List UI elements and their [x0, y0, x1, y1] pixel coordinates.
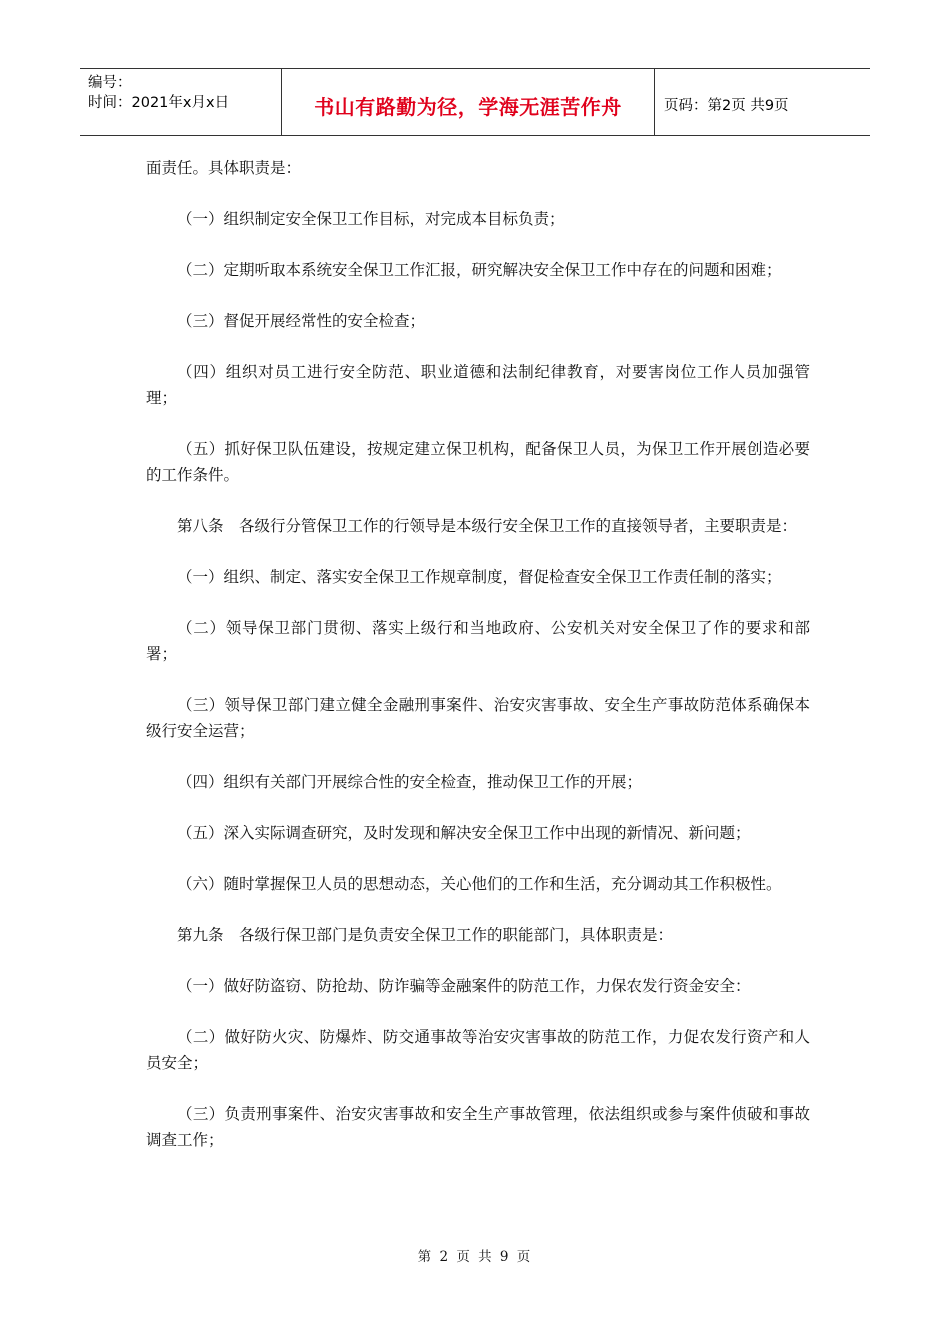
- paragraph: （五）抓好保卫队伍建设，按规定建立保卫机构，配备保卫人员，为保卫工作开展创造必要的工作条件。: [146, 440, 810, 484]
- paragraph: （三）负责刑事案件、治安灾害事故和安全生产事故管理，依法组织或参与案件侦破和事故调查工作；: [146, 1105, 810, 1149]
- number-label: 编号：: [88, 75, 132, 91]
- header-page-code: 页码：第2页 共9页: [664, 98, 789, 114]
- paragraph: （四）组织对员工进行安全防范、职业道德和法制纪律教育，对要害岗位工作人员加强管理；: [146, 363, 810, 407]
- paragraph: （一）组织制定安全保卫工作目标，对完成本目标负责；: [177, 210, 565, 228]
- time-label: 时间：2021年x月x日: [88, 95, 230, 111]
- paragraph: （五）深入实际调查研究，及时发现和解决安全保卫工作中出现的新情况、新问题；: [177, 824, 751, 842]
- paragraph: （一）做好防盗窃、防抢劫、防诈骗等金融案件的防范工作，力保农发行资金安全：: [177, 977, 751, 995]
- header-motto: 书山有路勤为径，学海无涯苦作舟: [314, 95, 622, 119]
- paragraph: 面责任。具体职责是：: [146, 159, 302, 177]
- paragraph: （二）领导保卫部门贯彻、落实上级行和当地政府、公安机关对安全保卫了作的要求和部署；: [146, 619, 810, 663]
- header-divider: [654, 69, 655, 135]
- page-footer: 第 2 页 共 9 页: [417, 1249, 533, 1265]
- paragraph: （一）组织、制定、落实安全保卫工作规章制度，督促检查安全保卫工作责任制的落实；: [177, 568, 782, 586]
- header-meta: [88, 73, 229, 113]
- paragraph: （六）随时掌握保卫人员的思想动态，关心他们的工作和生活，充分调动其工作积极性。: [177, 875, 782, 893]
- paragraph: （四）组织有关部门开展综合性的安全检查，推动保卫工作的开展；: [177, 773, 643, 791]
- document-body: [146, 155, 810, 1178]
- page-header: [80, 68, 870, 136]
- paragraph: （二）定期听取本系统安全保卫工作汇报，研究解决安全保卫工作中存在的问题和困难；: [177, 261, 782, 279]
- paragraph: （三）领导保卫部门建立健全金融刑事案件、治安灾害事故、安全生产事故防范体系确保本级行安全运营；: [146, 696, 810, 740]
- article-paragraph: 第八条 各级行分管保卫工作的行领导是本级行安全保卫工作的直接领导者，主要职责是：: [177, 517, 798, 535]
- article-paragraph: 第九条 各级行保卫部门是负责安全保卫工作的职能部门，具体职责是：: [177, 926, 674, 944]
- paragraph: （三）督促开展经常性的安全检查；: [177, 312, 426, 330]
- paragraph: （二）做好防火灾、防爆炸、防交通事故等治安灾害事故的防范工作，力促农发行资产和人员安全；: [146, 1028, 810, 1072]
